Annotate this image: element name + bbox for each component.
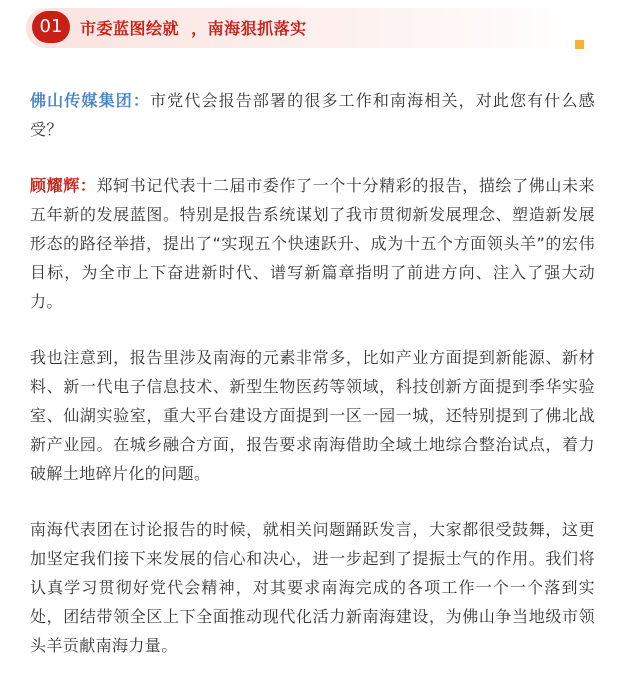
answer-paragraph-3: 南海代表团在讨论报告的时候，就相关问题踊跃发言，大家都很受鼓舞，这更加坚定我们接下来发展的信心和决心，进一步起到了提振士气的作用。我们将认真学习贯彻好党代会精神，对其要求南海完成的各项工作一个一个落到实处，团结带领全区上下全面推动现代化活力新南海建设，为佛山争当地级市领头羊贡献南海力量。 [30, 520, 595, 655]
answer-text-1: 郑轲书记代表十二届市委作了一个十分精彩的报告，描绘了佛山未来五年新的发展蓝图。特别是报告系统谋划了我市贯彻新发展理念、塑造新发展形态的路径举措，提出了“实现五个快速跃升、成为十五个方面领头羊”的宏伟目标，为全市上下奋进新时代、谱写新篇章指明了前进方向、注入了强大动力。 [30, 176, 595, 311]
answer-paragraph-1 [30, 171, 595, 316]
question-speaker: 佛山传媒集团： [30, 91, 151, 110]
section-number-badge: 01 [32, 11, 70, 43]
answer-speaker: 顾耀辉： [30, 176, 97, 195]
article-body [30, 86, 595, 687]
question-text: 市党代会报告部署的很多工作和南海相关，对此您有什么感受？ [30, 91, 595, 139]
section-title: 市委蓝图绘就 ，南海狠抓落实 [80, 19, 307, 38]
corner-decoration [575, 40, 584, 49]
answer-paragraph-2: 我也注意到，报告里涉及南海的元素非常多，比如产业方面提到新能源、新材料、新一代电子信息技术、新型生物医药等领域，科技创新方面提到季华实验室、仙湖实验室，重大平台建设方面提到一区一园一城，还特别提到了佛北战新产业园。在城乡融合方面，报告要求南海借助全域土地综合整治试点，着力破解土地碎片化的问题。 [30, 348, 595, 483]
question-paragraph [30, 86, 595, 144]
